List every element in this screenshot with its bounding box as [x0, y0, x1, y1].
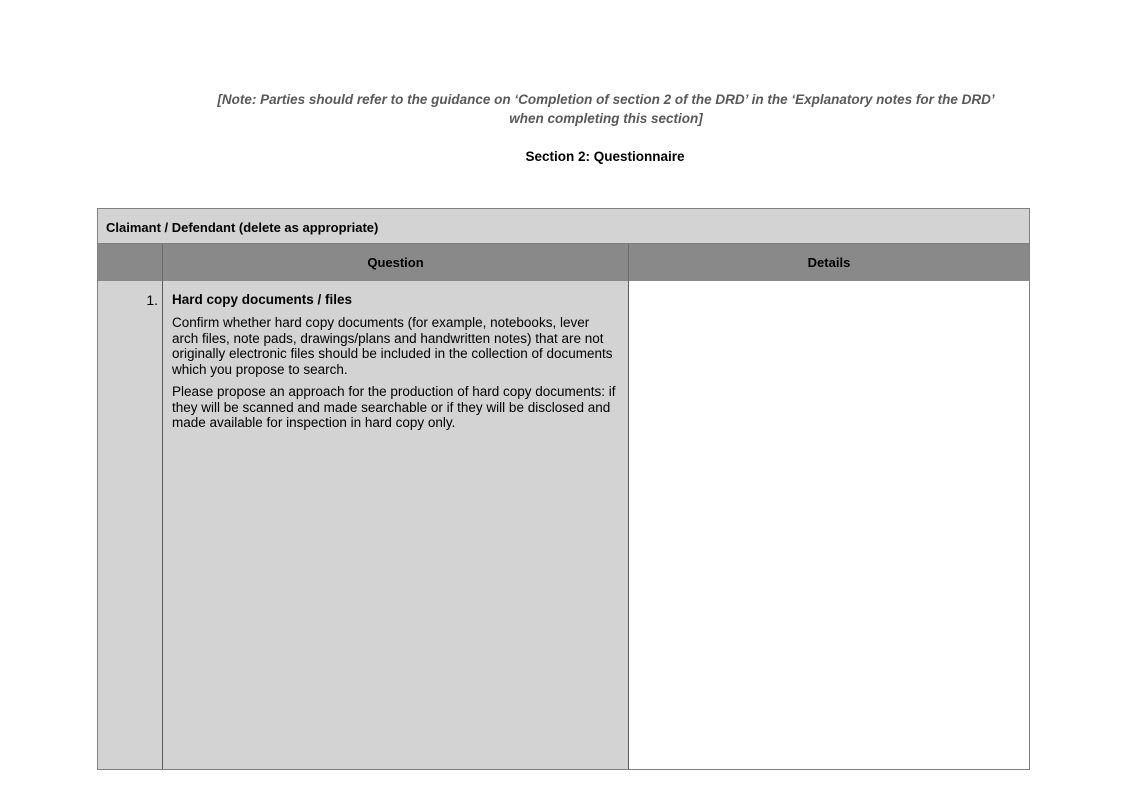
header-question: Question	[163, 244, 629, 281]
question-paragraph: Confirm whether hard copy documents (for example, notebooks, lever arch files, note pads, drawings/plans and handwritten notes) that are not originally electronic files should be included in the collection of documents which you propose to search.	[172, 315, 613, 377]
details-cell[interactable]	[629, 281, 1029, 769]
row-number: 1.	[98, 281, 163, 769]
question-paragraph: Please propose an approach for the production of hard copy documents: if they will be scanned and made searchable or if they will be disclosed and made available for inspection in hard copy only.	[172, 384, 616, 430]
table-header-row	[97, 244, 1030, 281]
header-number	[98, 244, 163, 281]
explanatory-note: [Note: Parties should refer to the guidance on ‘Completion of section 2 of the DRD’ in the ‘Explanatory notes for the DRD’ when completing this section]	[217, 92, 995, 126]
question-cell	[163, 281, 629, 769]
section-title: Section 2: Questionnaire	[525, 149, 685, 164]
table-row	[97, 281, 1030, 770]
party-row	[97, 208, 1030, 244]
party-label: Claimant / Defendant (delete as appropriate)	[106, 220, 379, 235]
question-title: Hard copy documents / files	[172, 292, 353, 307]
questionnaire-table	[97, 208, 1030, 770]
header-details: Details	[807, 255, 851, 270]
